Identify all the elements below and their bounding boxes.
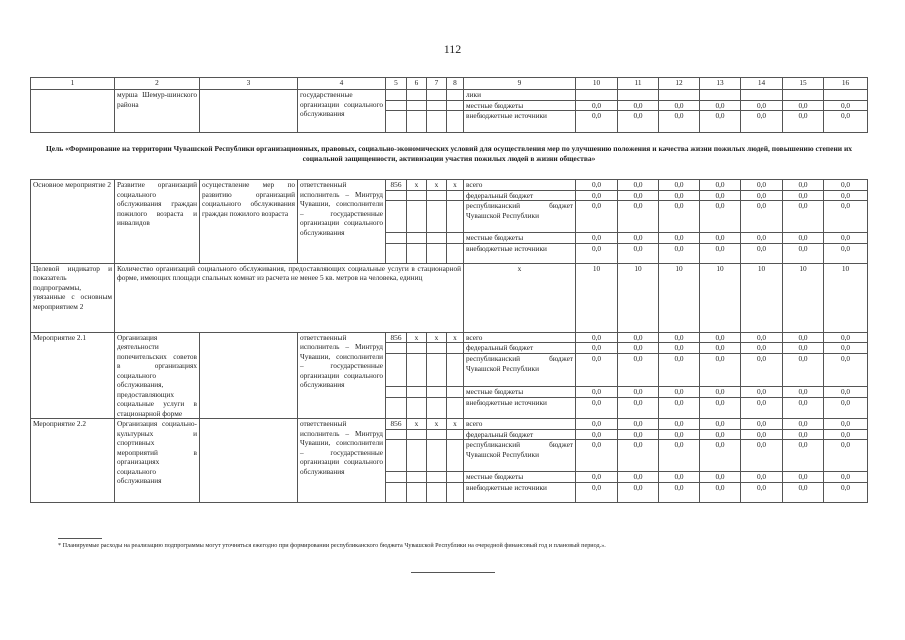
value-cell: 0,0 (741, 472, 783, 483)
value-cell: 0,0 (700, 332, 741, 343)
value-cell: 0,0 (576, 190, 618, 201)
budget-code: x (427, 332, 447, 343)
value-cell: 0,0 (659, 190, 700, 201)
value-cell: 0,0 (783, 343, 824, 354)
empty-cell (407, 429, 427, 440)
value-cell: 0,0 (783, 100, 824, 111)
value-cell: 0,0 (618, 398, 659, 419)
activity-name: Организация деятельности попечительских советов в организациях социального обслуживания, предоставляющих социальные услуги в стационарной форме (115, 332, 200, 419)
footnote: * Планируемые расходы на реализацию подпрограммы могут уточняться ежегодно при формировании республиканского бюджета Чувашской Республики на очередной финансовый год и плановый период.». (58, 542, 606, 549)
value-cell: 0,0 (824, 472, 868, 483)
value-cell: 0,0 (618, 429, 659, 440)
value-cell: 0,0 (700, 233, 741, 244)
value-cell: 0,0 (824, 343, 868, 354)
value-cell: 0,0 (700, 387, 741, 398)
value-cell: 0,0 (741, 111, 783, 133)
value-cell: 0,0 (618, 482, 659, 502)
value-cell: 0,0 (659, 419, 700, 430)
funding-source: лики (464, 90, 576, 101)
empty-cell (447, 429, 464, 440)
value-cell: 0,0 (659, 332, 700, 343)
empty-cell (447, 354, 464, 387)
empty-cell (407, 243, 427, 263)
activity-code: Мероприятие 2.2 (31, 419, 115, 503)
empty-cell (386, 354, 407, 387)
value-cell: 0,0 (783, 472, 824, 483)
value-cell: 0,0 (700, 343, 741, 354)
value-cell: 0,0 (741, 354, 783, 387)
value-cell: 0,0 (700, 243, 741, 263)
value-cell: 0,0 (618, 343, 659, 354)
column-number: 1 (31, 78, 115, 90)
empty-cell (447, 472, 464, 483)
value-cell: 0,0 (783, 419, 824, 430)
value-cell: 0,0 (741, 387, 783, 398)
column-number: 6 (407, 78, 427, 90)
budget-code: x (447, 419, 464, 430)
empty-cell (386, 387, 407, 398)
value-cell: 0,0 (824, 429, 868, 440)
budget-code: x (427, 419, 447, 430)
value-cell: 0,0 (824, 482, 868, 502)
value-cell: 0,0 (741, 482, 783, 502)
empty-cell (407, 233, 427, 244)
empty-cell (427, 201, 447, 233)
value-cell: 0,0 (783, 111, 824, 133)
value-cell: 0,0 (576, 111, 618, 133)
empty-cell (427, 243, 447, 263)
header-table (30, 77, 868, 133)
value-cell: 0,0 (659, 201, 700, 233)
value-cell: 0,0 (700, 398, 741, 419)
value-cell: 0,0 (741, 190, 783, 201)
empty-cell (386, 343, 407, 354)
value-cell: 0,0 (618, 243, 659, 263)
value-cell: 0,0 (659, 440, 700, 472)
value-cell: 0,0 (659, 100, 700, 111)
column-number: 12 (659, 78, 700, 90)
value-cell: 0,0 (659, 111, 700, 133)
budget-code: x (447, 332, 464, 343)
funding-source: федеральный бюджет (464, 429, 576, 440)
empty-cell (386, 190, 407, 201)
value-cell: 0,0 (576, 201, 618, 233)
value-cell: 0,0 (741, 100, 783, 111)
value-cell: 0,0 (783, 398, 824, 419)
footnote-divider (58, 538, 102, 539)
value-cell: 0,0 (576, 472, 618, 483)
empty-cell (386, 440, 407, 472)
empty-cell (447, 201, 464, 233)
empty-cell (386, 398, 407, 419)
empty-cell (407, 201, 427, 233)
empty-cell (427, 429, 447, 440)
empty-cell (407, 387, 427, 398)
column-number: 11 (618, 78, 659, 90)
program-table (30, 179, 868, 503)
value-cell: 0,0 (700, 440, 741, 472)
value-cell: 0,0 (659, 343, 700, 354)
activity-code: Основное мероприятие 2 (31, 180, 115, 264)
column-number: 10 (576, 78, 618, 90)
funding-source: федеральный бюджет (464, 190, 576, 201)
goal-heading: Цель «Формирование на территории Чувашской Республики организационных, правовых, социально-экономических условий для осуществления мер по улучшению положения и качества жизни пожилых людей, повышению степени их социальной защищенности, активизации участия пожилых людей в жизни общества» (45, 144, 853, 163)
funding-source: внебюджетные источники (464, 111, 576, 133)
value-cell: 0,0 (824, 190, 868, 201)
column-number: 5 (386, 78, 407, 90)
value-cell: 0,0 (618, 233, 659, 244)
value-cell: 0,0 (824, 354, 868, 387)
value-cell: 0,0 (741, 201, 783, 233)
executor: ответственный исполнитель – Минтруд Чувашии, соисполнители – государственные организации социального обслуживания (298, 180, 386, 264)
value-cell: 0,0 (783, 201, 824, 233)
indicator-value: 10 (700, 263, 741, 332)
empty-cell (427, 472, 447, 483)
funding-source: всего (464, 419, 576, 430)
budget-code: x (427, 180, 447, 191)
funding-source: республиканский бюджет Чувашской Республики (464, 354, 576, 387)
empty-cell (407, 482, 427, 502)
value-cell: 0,0 (824, 180, 868, 191)
funding-source: федеральный бюджет (464, 343, 576, 354)
activity-goal (200, 332, 298, 419)
value-cell: 0,0 (700, 190, 741, 201)
funding-source: внебюджетные источники (464, 243, 576, 263)
value-cell: 0,0 (783, 354, 824, 387)
empty-cell (407, 440, 427, 472)
value-cell: 0,0 (618, 100, 659, 111)
value-cell: 0,0 (659, 243, 700, 263)
carryover-responsible: мурша Шемур-шинского района (115, 90, 200, 133)
column-number: 8 (447, 78, 464, 90)
value-cell: 0,0 (783, 180, 824, 191)
value-cell: 0,0 (618, 190, 659, 201)
budget-code: x (407, 180, 427, 191)
value-cell: 0,0 (659, 472, 700, 483)
value-cell: 0,0 (741, 243, 783, 263)
value-cell: 0,0 (824, 100, 868, 111)
column-number: 2 (115, 78, 200, 90)
value-cell: 0,0 (618, 440, 659, 472)
value-cell: 0,0 (618, 354, 659, 387)
value-cell: 0,0 (741, 332, 783, 343)
value-cell: 0,0 (824, 111, 868, 133)
value-cell: 0,0 (576, 233, 618, 244)
executor: ответственный исполнитель – Минтруд Чувашии, соисполнители – государственные организации социального обслуживания (298, 419, 386, 503)
empty-cell (427, 482, 447, 502)
value-cell: 0,0 (824, 332, 868, 343)
empty-cell (447, 440, 464, 472)
indicator-text: Количество организаций социального обслуживания, предоставляющих социальные услуги в стационарной форме, имеющих площади спальных комнат из расчета не менее 5 кв. метров на человека, единиц (115, 263, 464, 332)
value-cell: 0,0 (618, 472, 659, 483)
empty-cell (447, 398, 464, 419)
value-cell: 0,0 (700, 429, 741, 440)
empty-cell (427, 440, 447, 472)
funding-source: республиканский бюджет Чувашской Республики (464, 440, 576, 472)
value-cell: 0,0 (741, 419, 783, 430)
column-number: 7 (427, 78, 447, 90)
activity-goal (200, 419, 298, 503)
value-cell: 0,0 (824, 243, 868, 263)
indicator-value: 10 (824, 263, 868, 332)
funding-source: местные бюджеты (464, 233, 576, 244)
empty-cell (427, 354, 447, 387)
empty-cell (407, 398, 427, 419)
activity-goal: осуществление мер по развитию организаций социального обслуживания граждан пожилого возраста (200, 180, 298, 264)
column-number: 15 (783, 78, 824, 90)
column-number: 16 (824, 78, 868, 90)
empty-cell (447, 243, 464, 263)
empty-cell (427, 387, 447, 398)
activity-name: Развитие организаций социального обслуживания граждан пожилого возраста и инвалидов (115, 180, 200, 264)
value-cell: 0,0 (700, 111, 741, 133)
value-cell: 0,0 (659, 354, 700, 387)
column-number: 13 (700, 78, 741, 90)
value-cell: 0,0 (783, 332, 824, 343)
value-cell: 0,0 (700, 472, 741, 483)
value-cell: 0,0 (700, 180, 741, 191)
value-cell: 0,0 (576, 387, 618, 398)
value-cell: 0,0 (659, 387, 700, 398)
value-cell: 0,0 (576, 482, 618, 502)
indicator-value: 10 (741, 263, 783, 332)
funding-source: местные бюджеты (464, 100, 576, 111)
page-number: 112 (443, 42, 462, 56)
value-cell: 0,0 (783, 243, 824, 263)
indicator-value: 10 (659, 263, 700, 332)
activity-name: Организация социально-культурных и спортивных мероприятий в организациях социального обслуживания (115, 419, 200, 503)
value-cell: 0,0 (783, 429, 824, 440)
empty-cell (447, 343, 464, 354)
value-cell: 0,0 (618, 387, 659, 398)
value-cell: 0,0 (659, 398, 700, 419)
value-cell: 0,0 (618, 419, 659, 430)
carryover-executor: государственные организации социального обслуживания (298, 90, 386, 133)
value-cell: 0,0 (824, 440, 868, 472)
funding-source: внебюджетные источники (464, 398, 576, 419)
budget-code: x (447, 180, 464, 191)
value-cell: 0,0 (824, 201, 868, 233)
empty-cell (407, 354, 427, 387)
value-cell: 0,0 (576, 100, 618, 111)
value-cell: 0,0 (783, 482, 824, 502)
value-cell: 0,0 (824, 233, 868, 244)
column-number: 9 (464, 78, 576, 90)
budget-code: x (407, 419, 427, 430)
indicator-value: 10 (618, 263, 659, 332)
value-cell: 0,0 (824, 398, 868, 419)
empty-cell (386, 429, 407, 440)
empty-cell (447, 233, 464, 244)
value-cell: 0,0 (783, 233, 824, 244)
value-cell: 0,0 (700, 354, 741, 387)
empty-cell (407, 343, 427, 354)
value-cell: 0,0 (618, 332, 659, 343)
value-cell: 0,0 (700, 482, 741, 502)
indicator-label: Целевой индикатор и показатель подпрограммы, увязанные с основным мероприятием 2 (31, 263, 115, 332)
value-cell: 0,0 (659, 482, 700, 502)
budget-code: 856 (386, 180, 407, 191)
value-cell: 0,0 (700, 100, 741, 111)
indicator-value: 10 (783, 263, 824, 332)
value-cell: 0,0 (741, 233, 783, 244)
empty-cell (407, 190, 427, 201)
executor: ответственный исполнитель – Минтруд Чувашии, соисполнители – государственные организации социального обслуживания (298, 332, 386, 419)
value-cell: 0,0 (783, 387, 824, 398)
value-cell: 0,0 (618, 180, 659, 191)
value-cell: 0,0 (659, 233, 700, 244)
empty-cell (386, 482, 407, 502)
column-number: 14 (741, 78, 783, 90)
value-cell: 0,0 (576, 354, 618, 387)
empty-cell (427, 190, 447, 201)
empty-cell (386, 201, 407, 233)
funding-source: внебюджетные источники (464, 482, 576, 502)
value-cell: 0,0 (741, 343, 783, 354)
empty-cell (386, 243, 407, 263)
empty-cell (407, 472, 427, 483)
activity-code: Мероприятие 2.1 (31, 332, 115, 419)
budget-code: x (407, 332, 427, 343)
value-cell: 0,0 (576, 398, 618, 419)
value-cell: 0,0 (576, 440, 618, 472)
funding-source: всего (464, 332, 576, 343)
value-cell: 0,0 (576, 180, 618, 191)
value-cell: 0,0 (741, 429, 783, 440)
value-cell: 0,0 (741, 398, 783, 419)
end-divider (411, 572, 495, 573)
budget-code: 856 (386, 332, 407, 343)
empty-cell (427, 398, 447, 419)
value-cell: 0,0 (783, 440, 824, 472)
empty-cell (447, 482, 464, 502)
value-cell: 0,0 (659, 180, 700, 191)
column-number: 4 (298, 78, 386, 90)
column-number: 3 (200, 78, 298, 90)
budget-code: 856 (386, 419, 407, 430)
empty-cell (447, 190, 464, 201)
empty-cell (447, 387, 464, 398)
value-cell: 0,0 (618, 111, 659, 133)
value-cell: 0,0 (576, 343, 618, 354)
value-cell: 0,0 (576, 419, 618, 430)
empty-cell (386, 233, 407, 244)
indicator-marker: x (464, 263, 576, 332)
value-cell: 0,0 (700, 419, 741, 430)
value-cell: 0,0 (700, 201, 741, 233)
value-cell: 0,0 (741, 180, 783, 191)
empty-cell (386, 472, 407, 483)
value-cell: 0,0 (618, 201, 659, 233)
value-cell: 0,0 (576, 243, 618, 263)
value-cell: 0,0 (659, 429, 700, 440)
funding-source: всего (464, 180, 576, 191)
value-cell: 0,0 (576, 429, 618, 440)
empty-cell (427, 343, 447, 354)
value-cell: 0,0 (783, 190, 824, 201)
funding-source: местные бюджеты (464, 387, 576, 398)
empty-cell (427, 233, 447, 244)
value-cell: 0,0 (576, 332, 618, 343)
indicator-value: 10 (576, 263, 618, 332)
funding-source: местные бюджеты (464, 472, 576, 483)
value-cell: 0,0 (824, 387, 868, 398)
value-cell: 0,0 (824, 419, 868, 430)
value-cell: 0,0 (741, 440, 783, 472)
funding-source: республиканский бюджет Чувашской Республики (464, 201, 576, 233)
